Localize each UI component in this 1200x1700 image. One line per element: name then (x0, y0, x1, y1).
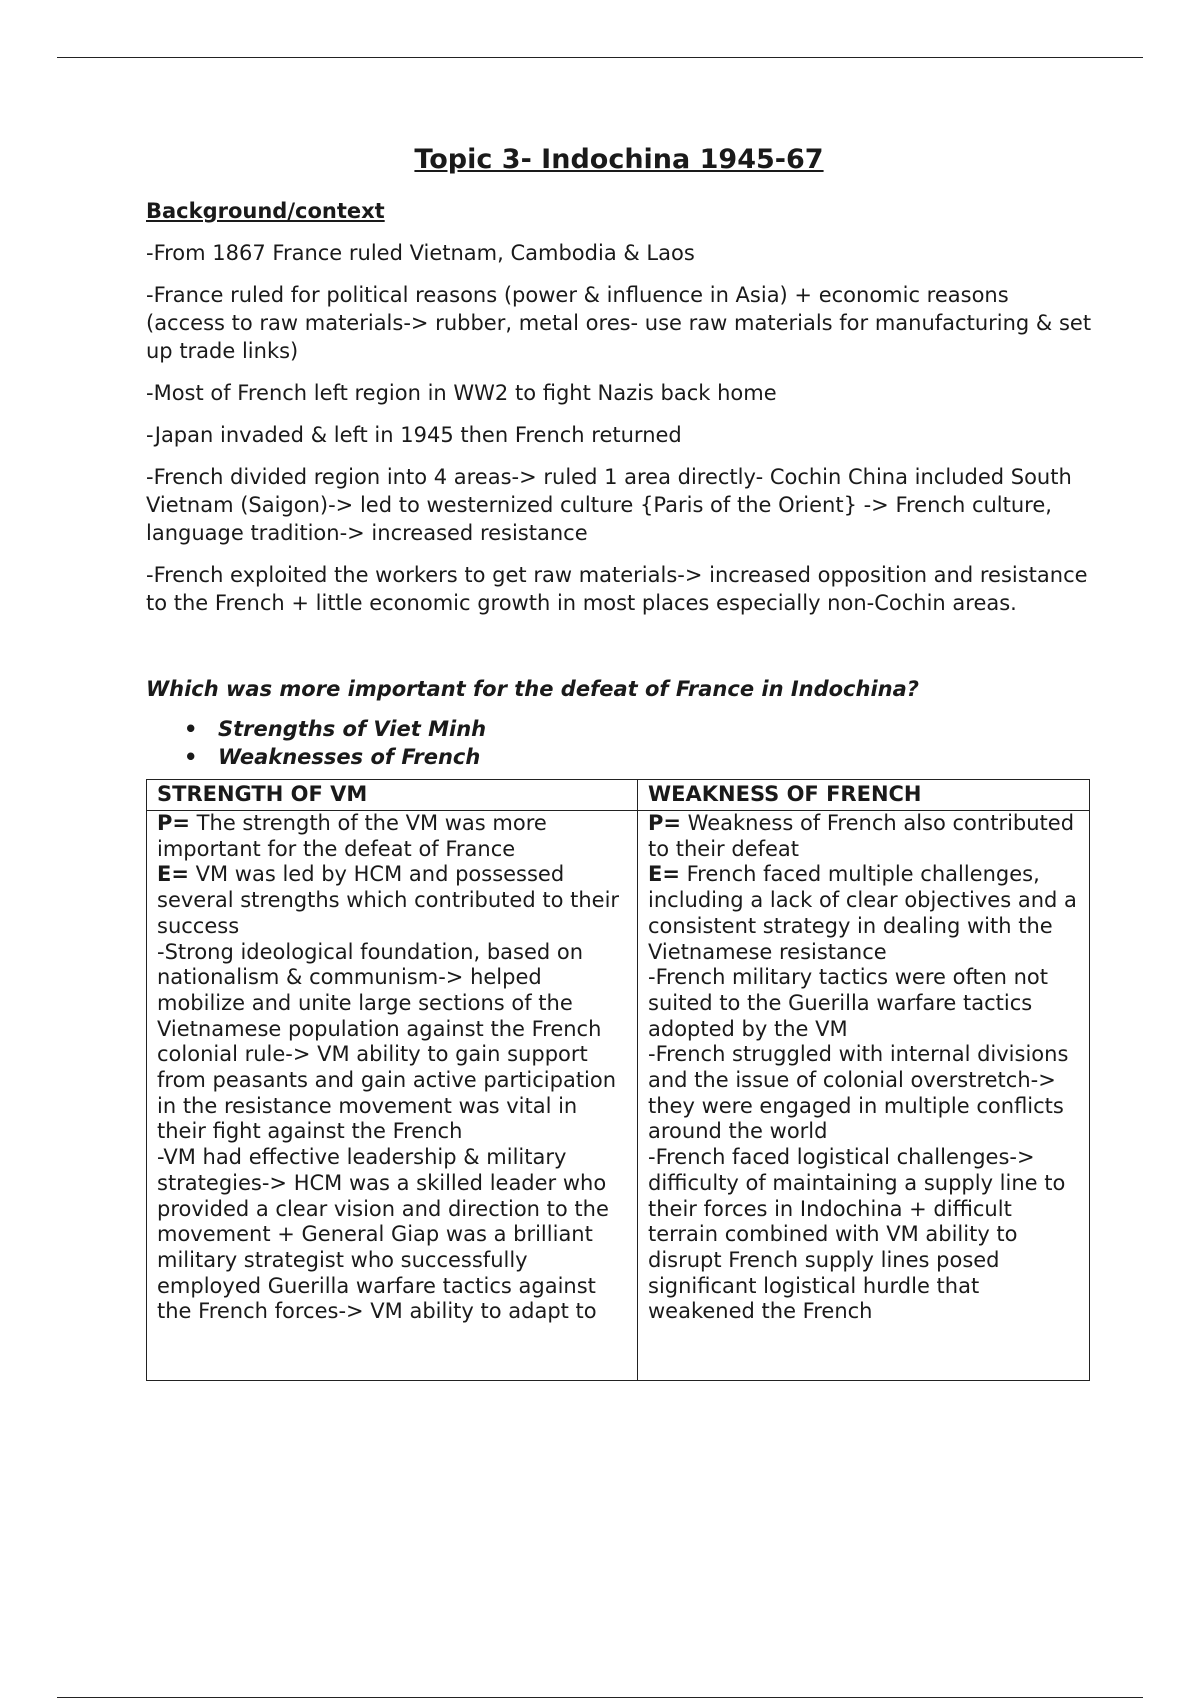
page-top-rule (57, 57, 1143, 58)
supporting-point: -Strong ideological foundation, based on nationalism & communism-> helped mobilize and unite large sections of the Vietnamese population against the French colonial rule-> VM ability to gain support from peasants and gain active participation in the resistance movement was vital in their fight against the French (157, 939, 617, 1144)
background-heading: Background/context (146, 199, 385, 223)
header-strength-vm: STRENGTH OF VM (147, 780, 638, 811)
table-row (147, 811, 1090, 1381)
point-statement: P= Weakness of French also contributed to their defeat (648, 811, 1075, 861)
evidence-statement: E= French faced multiple challenges, including a lack of clear objectives and a consistent strategy in dealing with the Vietnamese resistance (648, 862, 1077, 964)
background-paragraph: -France ruled for political reasons (power & influence in Asia) + economic reasons (access to raw materials-> rubber, metal ores- use raw materials for manufacturing & set up trade links) (146, 283, 1092, 363)
page-title: Topic 3- Indochina 1945-67 (414, 144, 824, 175)
strength-vm-cell (147, 811, 638, 1381)
page-bottom-rule (57, 1697, 1143, 1698)
background-paragraph: -Most of French left region in WW2 to fight Nazis back home (146, 381, 777, 405)
table-header-row (147, 780, 1090, 811)
document-body (146, 142, 1092, 1381)
question-option: • Weaknesses of French (184, 745, 481, 769)
question-option: • Strengths of Viet Minh (184, 717, 487, 741)
point-statement: P= The strength of the VM was more important for the defeat of France (157, 811, 547, 861)
supporting-point: -French faced logistical challenges-> difficulty of maintaining a supply line to their forces in Indochina + difficult terrain combined with VM ability to disrupt French supply lines posed significant logistical hurdle that weakened the French (648, 1145, 1066, 1324)
background-paragraph: -French exploited the workers to get raw materials-> increased opposition and resistance to the French + little economic growth in most places especially non-Cochin areas. (146, 563, 1088, 615)
essay-question: Which was more important for the defeat of France in Indochina? (146, 677, 919, 701)
bullet-icon: • (184, 745, 198, 769)
bullet-icon: • (184, 717, 198, 741)
supporting-point: -French struggled with internal divisions and the issue of colonial overstretch-> they were engaged in multiple conflicts around the world (648, 1042, 1069, 1144)
supporting-point: -French military tactics were often not suited to the Guerilla warfare tactics adopted by the VM (648, 965, 1049, 1041)
supporting-point: -VM had effective leadership & military strategies-> HCM was a skilled leader who provided a clear vision and direction to the movement + General Giap was a brilliant military strategist who successfully employed Guerilla warfare tactics against the French forces-> VM ability to adapt to (157, 1145, 609, 1324)
background-paragraph: -From 1867 France ruled Vietnam, Cambodia & Laos (146, 241, 695, 265)
question-options (146, 715, 1092, 771)
evidence-statement: E= VM was led by HCM and possessed several strengths which contributed to their success (157, 862, 620, 938)
comparison-table (146, 779, 1090, 1381)
background-paragraph: -Japan invaded & left in 1945 then French returned (146, 423, 682, 447)
header-weakness-french: WEAKNESS OF FRENCH (638, 780, 1090, 811)
background-paragraph: -French divided region into 4 areas-> ruled 1 area directly- Cochin China included South Vietnam (Saigon)-> led to westernized culture {Paris of the Orient} -> French culture, language tradition-> increased resistance (146, 465, 1072, 545)
weakness-french-cell (638, 811, 1090, 1381)
